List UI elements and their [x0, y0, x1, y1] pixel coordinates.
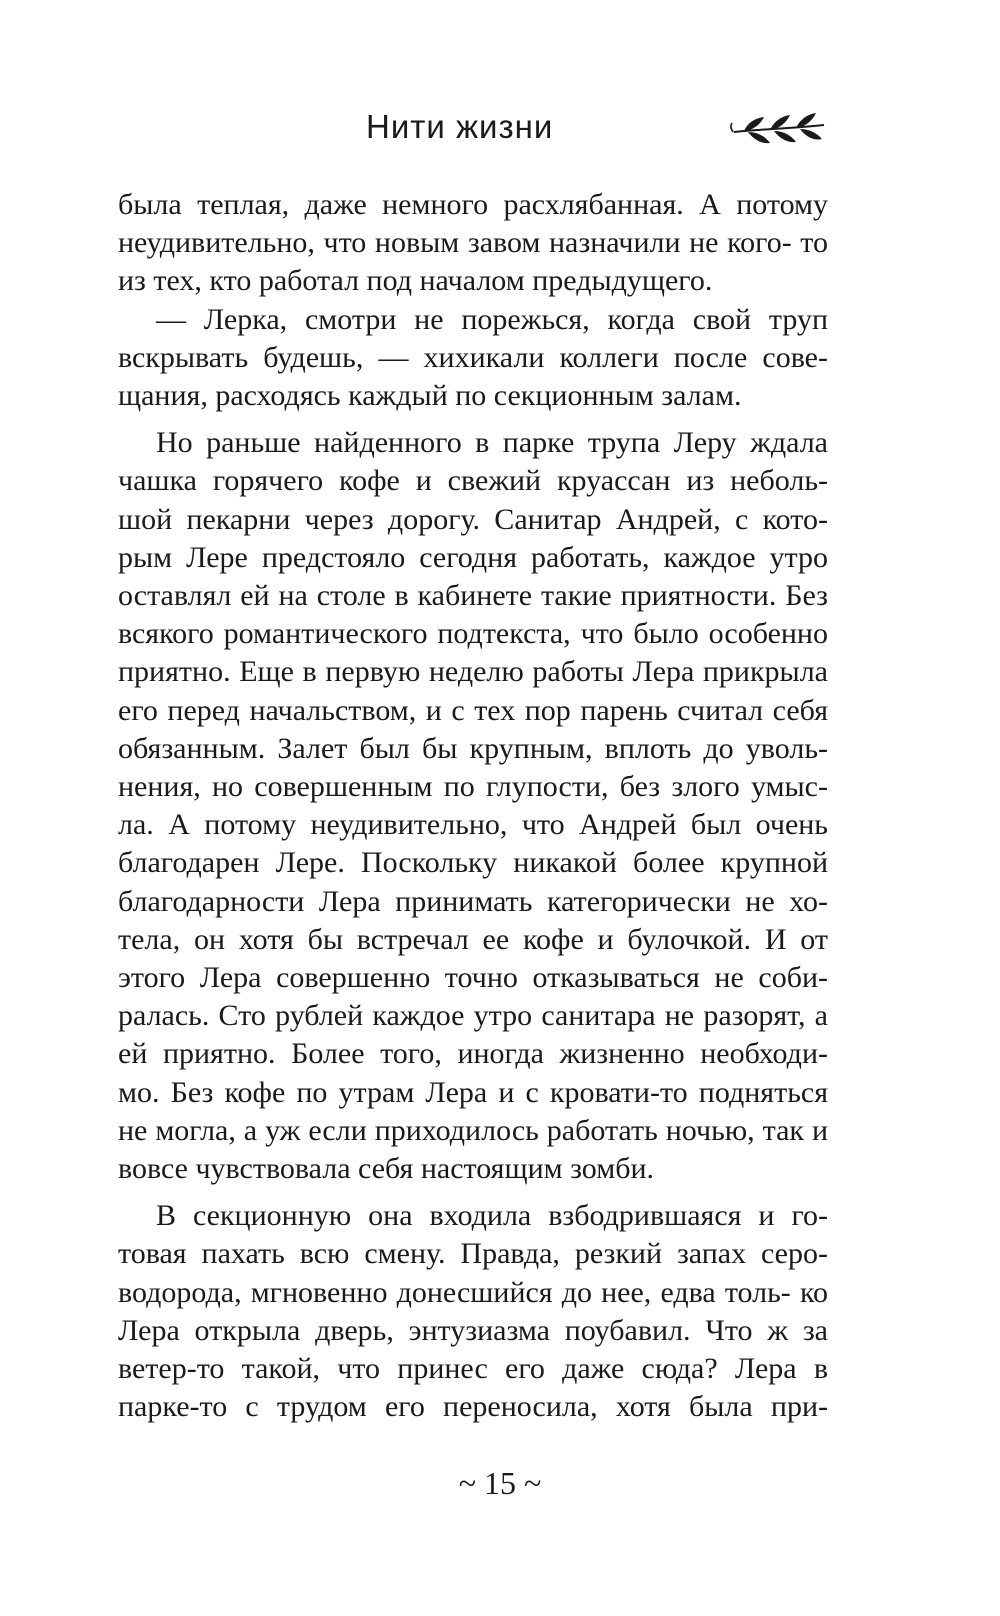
- text-line: Но раньше найденного в парке трупа Леру ждала: [156, 426, 828, 460]
- text-line: благодарности Лера принимать категорически не хо-: [118, 884, 828, 918]
- paragraph-dialogue: [118, 301, 828, 416]
- text-line: шой пекарни через дорогу. Санитар Андрей, с кото-: [118, 502, 828, 536]
- paragraph-continuation: [118, 186, 828, 301]
- text-line: ко Лера открыла дверь, энтузиазма поубавил. Что ж: [118, 1275, 828, 1347]
- text-line: оставлял ей на столе в кабинете такие приятности. Без: [118, 579, 828, 613]
- text-line: не могла, а уж если приходилось работать ночью, так: [118, 1113, 804, 1147]
- text-line: вскрывать будешь, — хихикали коллеги после сове-: [118, 340, 828, 374]
- text-line: ралась. Сто рублей каждое утро санитара не разорят,: [118, 999, 806, 1033]
- text-line: то из тех, кто работал под началом предыдущего.: [118, 226, 828, 298]
- text-line: приятно. Еще в первую неделю работы Лера прикрыла: [118, 655, 828, 689]
- text-line: этого Лера совершенно точно отказываться не соби-: [118, 961, 828, 995]
- text-line: обязанным. Залет был бы крупным, вплоть до уволь-: [118, 731, 828, 765]
- text-line: товая пахать всю смену. Правда, резкий запах серо-: [118, 1237, 828, 1271]
- text-line: В секционную она входила взбодрившаяся и го-: [156, 1199, 828, 1233]
- text-line: в парке-то с трудом его переносила, хотя была при-: [118, 1352, 829, 1424]
- text-line: мо. Без кофе по утрам Лера и с кровати-то подняться: [118, 1075, 828, 1109]
- page-header: [0, 100, 1000, 160]
- text-line: чашка горячего кофе и свежий круассан из неболь-: [118, 464, 828, 498]
- page-number: ~ 15 ~: [458, 1465, 542, 1501]
- body-text: [118, 186, 828, 1427]
- text-line: благодарен Лере. Поскольку никакой более крупной: [118, 846, 828, 880]
- paragraph-section-room: [118, 1197, 828, 1426]
- text-line: всякого романтического подтекста, что было особенно: [118, 617, 828, 651]
- text-line: неудивительно, что новым завом назначили не кого-: [118, 226, 792, 260]
- text-line: и вовсе чувствовала себя настоящим зомби.: [118, 1113, 828, 1186]
- text-line: рым Лере предстояло сегодня работать, каждое утро: [118, 540, 828, 574]
- text-line: за ветер-то такой, что принес его даже сюда? Лера: [118, 1313, 828, 1386]
- running-title: Нити жизни: [366, 108, 554, 145]
- text-line: нения, но совершенным по глупости, без злого умыс-: [118, 770, 828, 804]
- text-line: ла. А потому неудивительно, что Андрей был очень: [118, 808, 828, 842]
- paragraph-coffee: [118, 424, 828, 1188]
- text-line: щания, расходясь каждый по секционным залам.: [118, 379, 742, 413]
- text-line: а ей приятно. Более того, иногда жизненно необходи-: [118, 999, 828, 1071]
- text-line: его перед начальством, и с тех пор парень считал себя: [118, 693, 828, 727]
- text-line: тела, он хотя бы встречал ее кофе и булочкой. И от: [118, 922, 828, 956]
- text-line: была теплая, даже немного расхлябанная. А потому: [118, 188, 828, 221]
- text-line: водорода, мгновенно донесшийся до нее, едва толь-: [118, 1275, 791, 1309]
- text-line: — Лерка, смотри не порежься, когда свой труп: [156, 302, 828, 336]
- leaf-branch-icon: [728, 108, 828, 154]
